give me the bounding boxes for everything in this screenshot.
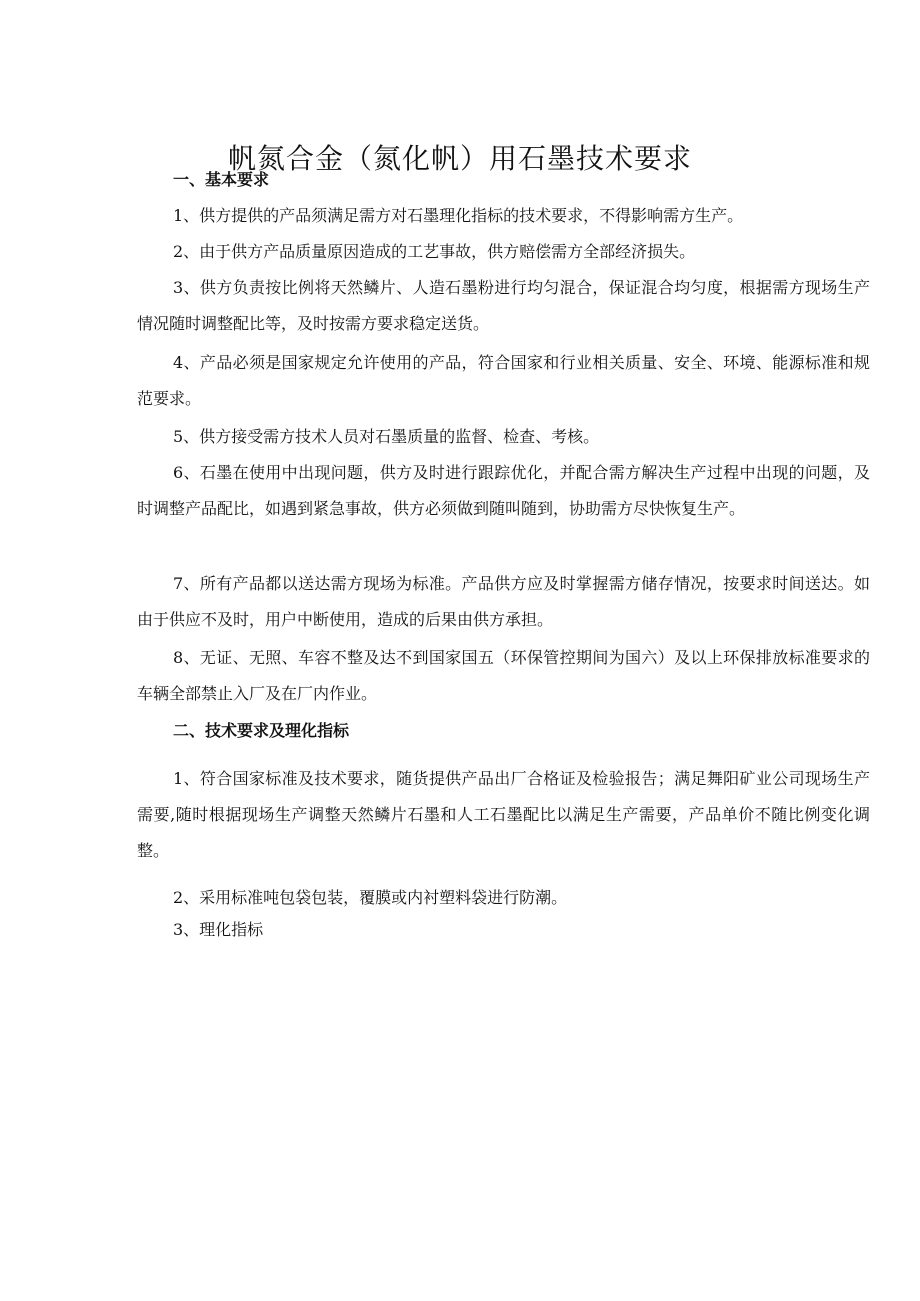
technical-requirement-1: 1、符合国家标准及技术要求，随货提供产品出厂合格证及检验报告；满足舞阳矿业公司现场生产需要,随时根据现场生产调整天然鳞片石墨和人工石墨配比以满足生产需要，产品单价不随比例变化调整。 (137, 769, 870, 860)
basic-requirement-6: 6、石墨在使用中出现问题，供方及时进行跟踪优化，并配合需方解决生产过程中出现的问题，及时调整产品配比，如遇到紧急事故，供方必须做到随叫随到，协助需方尽快恢复生产。 (137, 463, 870, 518)
section-heading-basic-requirements: 一、基本要求 (173, 170, 270, 189)
basic-requirement-4: 4、产品必须是国家规定允许使用的产品，符合国家和行业相关质量、安全、环境、能源标准和规范要求。 (137, 353, 870, 408)
basic-requirement-5: 5、供方接受需方技术人员对石墨质量的监督、检查、考核。 (173, 427, 600, 446)
basic-requirement-8: 8、无证、无照、车容不整及达不到国家国五（环保管控期间为国六）及以上环保排放标准要求的车辆全部禁止入厂及在厂内作业。 (137, 648, 870, 703)
basic-requirement-7: 7、所有产品都以送达需方现场为标准。产品供方应及时掌握需方储存情况，按要求时间送达。如由于供应不及时，用户中断使用，造成的后果由供方承担。 (137, 574, 870, 629)
document-title: 帆氮合金（氮化帆）用石墨技术要求 (227, 141, 692, 175)
technical-requirement-3: 3、理化指标 (173, 920, 264, 939)
technical-requirement-2: 2、采用标准吨包袋包装，覆膜或内衬塑料袋进行防潮。 (173, 888, 568, 907)
basic-requirement-1: 1、供方提供的产品须满足需方对石墨理化指标的技术要求，不得影响需方生产。 (173, 206, 744, 225)
basic-requirement-3: 3、供方负责按比例将天然鳞片、人造石墨粉进行均匀混合，保证混合均匀度，根据需方现场生产情况随时调整配比等，及时按需方要求稳定送货。 (137, 278, 870, 333)
section-heading-technical-requirements: 二、技术要求及理化指标 (173, 721, 350, 740)
basic-requirement-2: 2、由于供方产品质量原因造成的工艺事故，供方赔偿需方全部经济损失。 (173, 242, 696, 261)
